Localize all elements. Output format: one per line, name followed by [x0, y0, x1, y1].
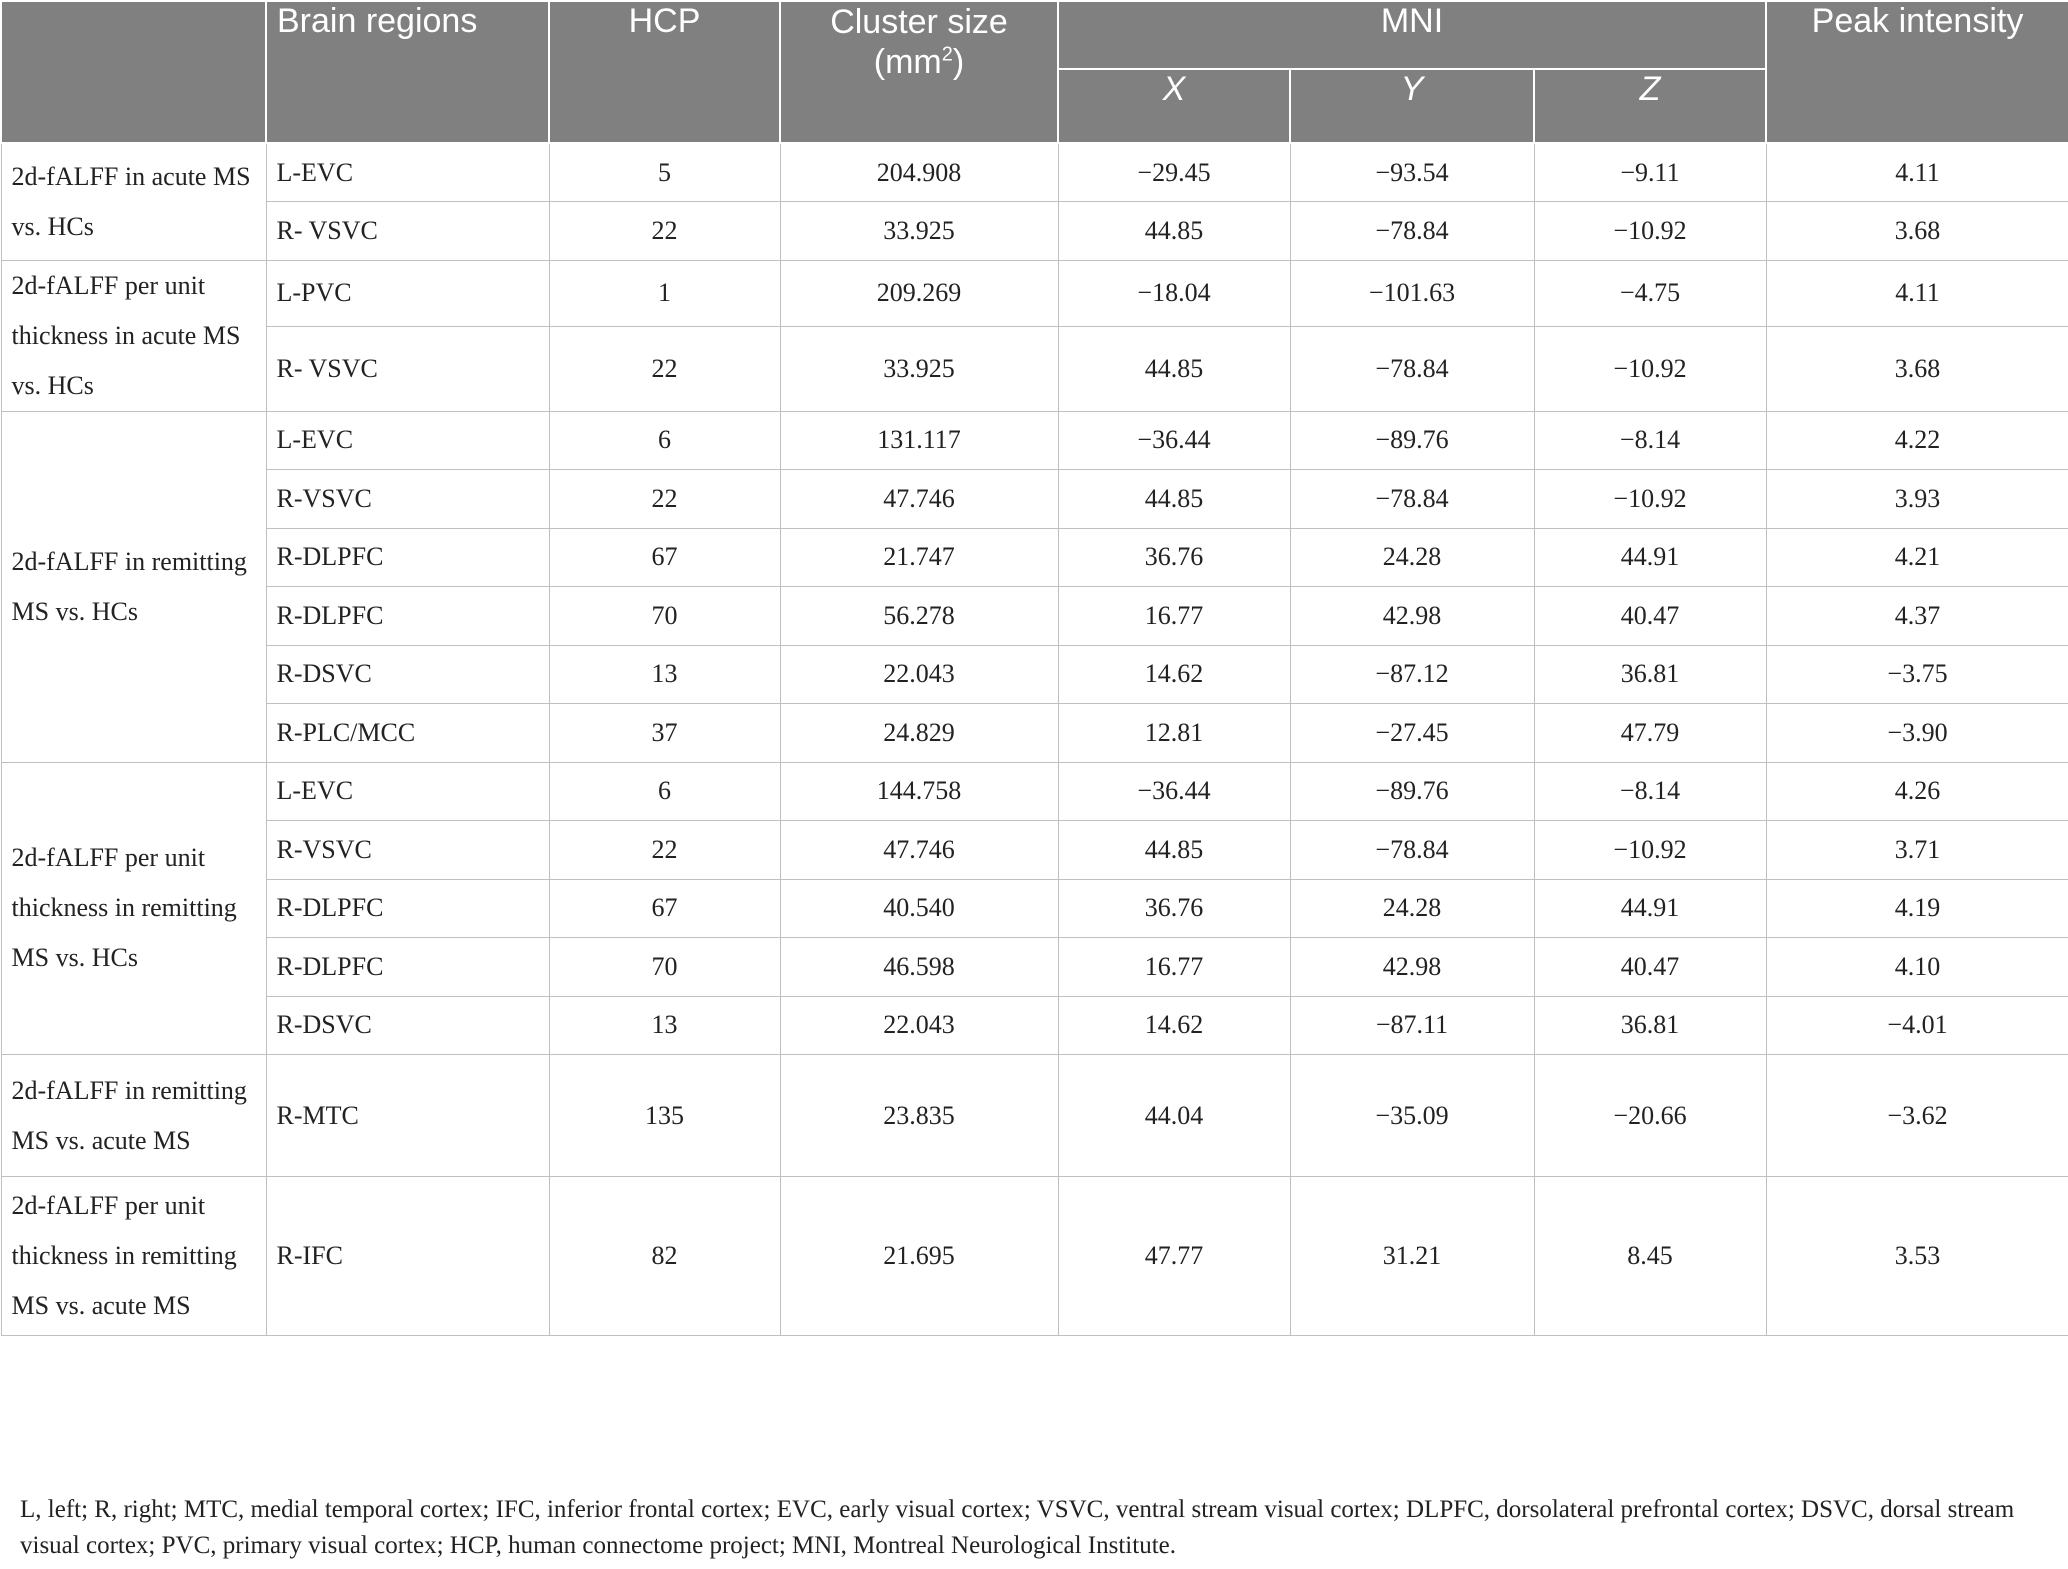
header-mni: MNI: [1058, 1, 1766, 69]
hcp-cell: 70: [549, 587, 780, 646]
mni-y-cell: −93.54: [1290, 143, 1534, 202]
mni-x-cell: 44.85: [1058, 821, 1290, 880]
peak-intensity-cell: 3.93: [1766, 470, 2068, 529]
header-cluster-size-sup: 2: [941, 43, 953, 66]
header-row-top: [1, 1, 2068, 69]
mni-y-cell: −89.76: [1290, 762, 1534, 821]
peak-intensity-cell: 3.53: [1766, 1177, 2068, 1336]
cluster-size-cell: 21.747: [780, 528, 1058, 587]
mni-y-cell: −87.11: [1290, 996, 1534, 1055]
header-y: Y: [1290, 69, 1534, 143]
mni-x-cell: −36.44: [1058, 762, 1290, 821]
table-row: [1, 326, 2068, 411]
cluster-size-cell: 131.117: [780, 411, 1058, 470]
mni-z-cell: 36.81: [1534, 645, 1766, 704]
mni-y-cell: −78.84: [1290, 326, 1534, 411]
mni-z-cell: −10.92: [1534, 821, 1766, 880]
mni-z-cell: −10.92: [1534, 470, 1766, 529]
peak-intensity-cell: 3.71: [1766, 821, 2068, 880]
table-row: [1, 645, 2068, 704]
mni-z-cell: 8.45: [1534, 1177, 1766, 1336]
cluster-size-cell: 23.835: [780, 1055, 1058, 1177]
header-peak-intensity: Peak intensity: [1766, 1, 2068, 143]
peak-intensity-cell: −3.62: [1766, 1055, 2068, 1177]
table-row: [1, 1177, 2068, 1336]
mni-y-cell: −35.09: [1290, 1055, 1534, 1177]
table-body: [1, 143, 2068, 1336]
hcp-cell: 13: [549, 645, 780, 704]
peak-intensity-cell: 4.22: [1766, 411, 2068, 470]
brain-region-cell: R-DSVC: [266, 996, 549, 1055]
peak-intensity-cell: 4.10: [1766, 938, 2068, 997]
brain-region-cell: L-EVC: [266, 411, 549, 470]
cluster-size-cell: 204.908: [780, 143, 1058, 202]
peak-intensity-cell: 3.68: [1766, 326, 2068, 411]
brain-region-cell: R- VSVC: [266, 202, 549, 261]
peak-intensity-cell: 4.11: [1766, 260, 2068, 326]
mni-x-cell: −36.44: [1058, 411, 1290, 470]
mni-x-cell: 36.76: [1058, 879, 1290, 938]
brain-region-cell: R-MTC: [266, 1055, 549, 1177]
mni-x-cell: 44.85: [1058, 326, 1290, 411]
mni-z-cell: 40.47: [1534, 587, 1766, 646]
hcp-cell: 70: [549, 938, 780, 997]
header-z: Z: [1534, 69, 1766, 143]
mni-y-cell: 42.98: [1290, 938, 1534, 997]
mni-y-cell: −87.12: [1290, 645, 1534, 704]
table-row: [1, 879, 2068, 938]
peak-intensity-cell: 4.11: [1766, 143, 2068, 202]
brain-region-cell: L-EVC: [266, 762, 549, 821]
mni-z-cell: −10.92: [1534, 326, 1766, 411]
mni-z-cell: −20.66: [1534, 1055, 1766, 1177]
brain-region-cell: R-VSVC: [266, 821, 549, 880]
brain-region-cell: L-PVC: [266, 260, 549, 326]
mni-y-cell: −78.84: [1290, 821, 1534, 880]
table-row: [1, 411, 2068, 470]
table-row: [1, 202, 2068, 261]
table-footnote: L, left; R, right; MTC, medial temporal cortex; IFC, inferior frontal cortex; EVC, early visual cortex; VSVC, ventral stream visual cortex; DLPFC, dorsolateral prefrontal cortex; DSVC, dorsal stream visual cortex; PVC, primary visual cortex; HCP, human connectome project; MNI, Montreal Neurological Institute.: [20, 1496, 2015, 1559]
mni-y-cell: 31.21: [1290, 1177, 1534, 1336]
mni-y-cell: −78.84: [1290, 202, 1534, 261]
hcp-cell: 13: [549, 996, 780, 1055]
cluster-size-cell: 22.043: [780, 645, 1058, 704]
hcp-cell: 22: [549, 326, 780, 411]
brain-region-cell: R-DSVC: [266, 645, 549, 704]
peak-intensity-cell: −3.75: [1766, 645, 2068, 704]
table-row: [1, 587, 2068, 646]
hcp-cell: 5: [549, 143, 780, 202]
cluster-size-cell: 144.758: [780, 762, 1058, 821]
mni-x-cell: −18.04: [1058, 260, 1290, 326]
hcp-cell: 67: [549, 879, 780, 938]
table-row: [1, 1055, 2068, 1177]
mni-y-cell: 42.98: [1290, 587, 1534, 646]
hcp-cell: 67: [549, 528, 780, 587]
mni-x-cell: 14.62: [1058, 645, 1290, 704]
table-header: [1, 1, 2068, 143]
mni-z-cell: 44.91: [1534, 879, 1766, 938]
mni-z-cell: −10.92: [1534, 202, 1766, 261]
mni-y-cell: −101.63: [1290, 260, 1534, 326]
mni-y-cell: −89.76: [1290, 411, 1534, 470]
cluster-size-cell: 22.043: [780, 996, 1058, 1055]
mni-x-cell: 16.77: [1058, 938, 1290, 997]
cluster-size-cell: 209.269: [780, 260, 1058, 326]
mni-z-cell: 47.79: [1534, 704, 1766, 763]
brain-region-cell: R-VSVC: [266, 470, 549, 529]
hcp-cell: 6: [549, 762, 780, 821]
cluster-size-cell: 33.925: [780, 202, 1058, 261]
comparison-cell: 2d-fALFF per unit thickness in remitting MS vs. acute MS: [1, 1177, 266, 1336]
mni-x-cell: 47.77: [1058, 1177, 1290, 1336]
cluster-size-cell: 21.695: [780, 1177, 1058, 1336]
peak-intensity-cell: 4.37: [1766, 587, 2068, 646]
table-row: [1, 762, 2068, 821]
table-row: [1, 143, 2068, 202]
comparison-cell: 2d-fALFF per unit thickness in remitting MS vs. HCs: [1, 762, 266, 1055]
hcp-cell: 1: [549, 260, 780, 326]
mni-y-cell: −27.45: [1290, 704, 1534, 763]
mni-x-cell: 12.81: [1058, 704, 1290, 763]
header-cluster-size: [780, 1, 1058, 143]
header-hcp: HCP: [549, 1, 780, 143]
mni-y-cell: 24.28: [1290, 528, 1534, 587]
comparison-cell: 2d-fALFF in acute MS vs. HCs: [1, 143, 266, 260]
brain-region-cell: R-PLC/MCC: [266, 704, 549, 763]
hcp-cell: 6: [549, 411, 780, 470]
header-comparison: [1, 1, 266, 143]
mni-y-cell: 24.28: [1290, 879, 1534, 938]
peak-intensity-cell: 4.21: [1766, 528, 2068, 587]
mni-z-cell: 40.47: [1534, 938, 1766, 997]
cluster-size-cell: 56.278: [780, 587, 1058, 646]
header-brain-regions: Brain regions: [266, 1, 549, 143]
mni-x-cell: 44.85: [1058, 470, 1290, 529]
hcp-cell: 82: [549, 1177, 780, 1336]
brain-region-cell: R-DLPFC: [266, 879, 549, 938]
hcp-cell: 22: [549, 202, 780, 261]
table-row: [1, 996, 2068, 1055]
mni-x-cell: 36.76: [1058, 528, 1290, 587]
mni-y-cell: −78.84: [1290, 470, 1534, 529]
hcp-cell: 22: [549, 821, 780, 880]
brain-region-cell: R-DLPFC: [266, 587, 549, 646]
hcp-cell: 37: [549, 704, 780, 763]
mni-z-cell: −9.11: [1534, 143, 1766, 202]
table-row: [1, 528, 2068, 587]
cluster-size-cell: 47.746: [780, 470, 1058, 529]
peak-intensity-cell: 4.26: [1766, 762, 2068, 821]
mni-x-cell: 44.04: [1058, 1055, 1290, 1177]
brain-region-cell: R- VSVC: [266, 326, 549, 411]
cluster-size-cell: 33.925: [780, 326, 1058, 411]
peak-intensity-cell: 4.19: [1766, 879, 2068, 938]
mni-z-cell: −8.14: [1534, 762, 1766, 821]
header-cluster-size-label: Cluster size: [830, 3, 1008, 41]
table-row: [1, 938, 2068, 997]
cluster-size-cell: 46.598: [780, 938, 1058, 997]
cluster-size-cell: 40.540: [780, 879, 1058, 938]
table-row: [1, 821, 2068, 880]
mni-x-cell: −29.45: [1058, 143, 1290, 202]
comparison-cell: 2d-fALFF in remitting MS vs. acute MS: [1, 1055, 266, 1177]
brain-region-cell: R-IFC: [266, 1177, 549, 1336]
comparison-cell: 2d-fALFF in remitting MS vs. HCs: [1, 411, 266, 762]
mni-z-cell: 36.81: [1534, 996, 1766, 1055]
comparison-cell: 2d-fALFF per unit thickness in acute MS vs. HCs: [1, 260, 266, 411]
hcp-cell: 22: [549, 470, 780, 529]
mni-x-cell: 14.62: [1058, 996, 1290, 1055]
mni-z-cell: −4.75: [1534, 260, 1766, 326]
header-cluster-size-unit: (mm: [873, 43, 942, 81]
table-row: [1, 704, 2068, 763]
brain-region-cell: L-EVC: [266, 143, 549, 202]
hcp-cell: 135: [549, 1055, 780, 1177]
brain-region-cell: R-DLPFC: [266, 528, 549, 587]
mni-x-cell: 16.77: [1058, 587, 1290, 646]
mni-z-cell: −8.14: [1534, 411, 1766, 470]
peak-intensity-cell: −4.01: [1766, 996, 2068, 1055]
mni-x-cell: 44.85: [1058, 202, 1290, 261]
brain-region-cell: R-DLPFC: [266, 938, 549, 997]
cluster-size-cell: 47.746: [780, 821, 1058, 880]
header-x: X: [1058, 69, 1290, 143]
peak-intensity-cell: −3.90: [1766, 704, 2068, 763]
mni-z-cell: 44.91: [1534, 528, 1766, 587]
cluster-size-cell: 24.829: [780, 704, 1058, 763]
peak-intensity-cell: 3.68: [1766, 202, 2068, 261]
header-cluster-size-close: ): [952, 43, 965, 81]
table-row: [1, 470, 2068, 529]
table-row: [1, 260, 2068, 326]
